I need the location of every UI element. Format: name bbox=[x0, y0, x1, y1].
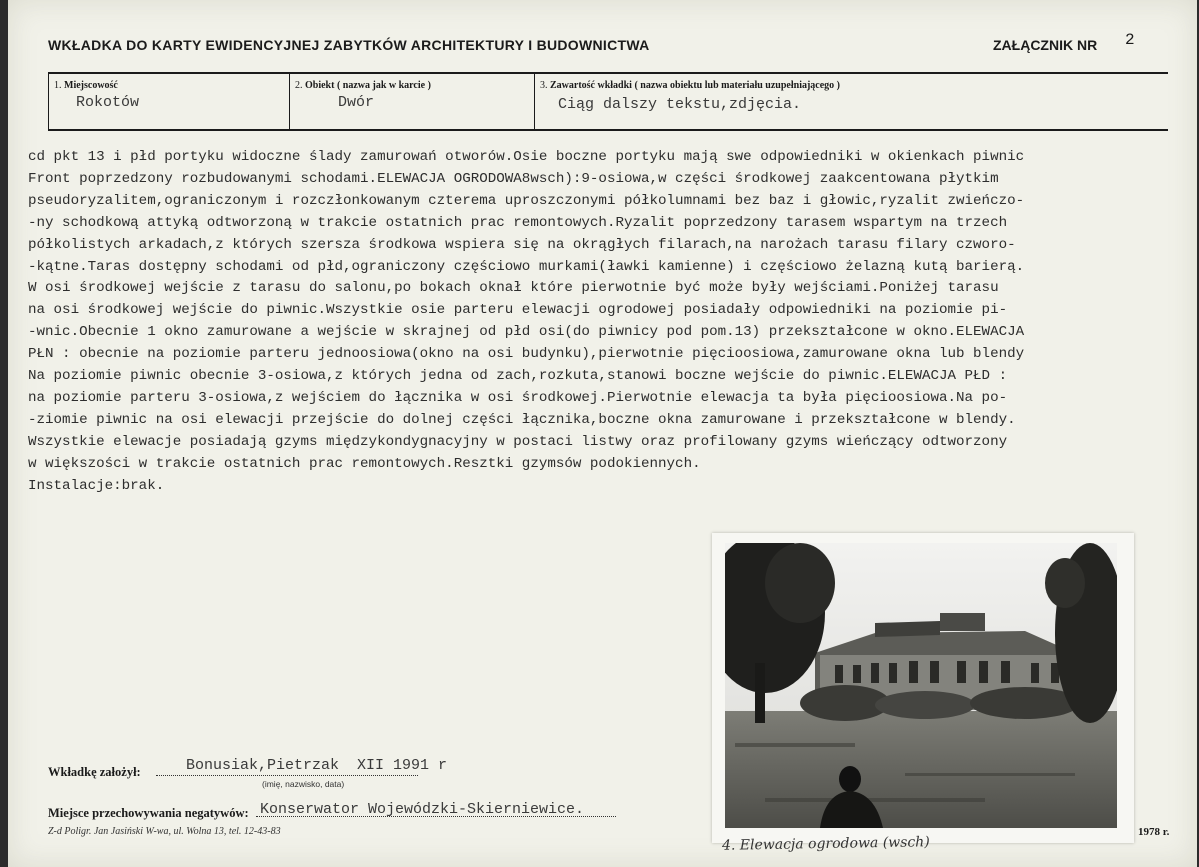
table-top-rule bbox=[48, 72, 1168, 74]
field-locality-value: Rokotów bbox=[76, 94, 140, 111]
text-line: na poziomie parteru 3-osiowa,z wejściem do łącznika w osi środkowej.Pierwotnie elewacja ta była pięcioosiowa.Na po- bbox=[28, 389, 1008, 406]
text-line: -wnic.Obecnie 1 okno zamurowane a wejście w skrajnej od płd osi(do piwnicy pod pom.13) przekształcone w okno.ELEWACJA bbox=[28, 324, 1025, 341]
negatives-value: Konserwator Wojewódzki-Skierniewice. bbox=[260, 801, 585, 818]
author-label: Wkładkę założył: bbox=[48, 765, 141, 779]
text-line: w większości w trakcie ostatnich prac remontowych.Resztki gzymsów podokiennych. bbox=[28, 455, 701, 472]
field-contents-value: Ciąg dalszy tekstu,zdjęcia. bbox=[558, 96, 802, 113]
text-line: -ny schodkową attyką odtworzoną w trakcie ostatnich prac remontowych.Ryzalit poprzedzony tarasem wspartym na trzech bbox=[28, 214, 1008, 231]
field-contents-label: 3. Zawartość wkładki ( nazwa obiektu lub materiału uzupełniającego ) bbox=[540, 80, 841, 91]
manor-photograph bbox=[725, 543, 1117, 828]
text-line: PŁN : obecnie na poziomie parteru jednoosiowa(okno na osi budynku),pierwotnie pięcioosiowa,zamurowane okna lub blendy bbox=[28, 346, 1025, 363]
author-dotted-line bbox=[156, 775, 418, 776]
author-value: Bonusiak,Pietrzak XII 1991 r bbox=[186, 757, 448, 774]
annex-label-text: ZAŁĄCZNIK NR bbox=[993, 37, 1098, 53]
column-divider-2 bbox=[534, 73, 535, 130]
annex-number: 2 bbox=[1125, 31, 1135, 49]
field-object-value: Dwór bbox=[338, 94, 375, 111]
text-line: Front poprzedzony rozbudowanymi schodami.ELEWACJA OGRODOWA8wsch):9-osiowa,w części środkowej zaakcentowana płytkim bbox=[28, 170, 999, 187]
text-line: półkolistych arkadach,z których szersza środkowa wspiera się na okrągłych filarach,na narożach tarasu filary czworo- bbox=[28, 236, 1016, 253]
print-year: 1978 r. bbox=[1138, 826, 1170, 838]
description-text bbox=[28, 147, 1199, 498]
text-line: pseudoryzalitem,ograniczonym i rozczłonkowanym czterema uproszczonymi półkolumnami bez baz i głowic,ryzalit zwieńczo- bbox=[28, 192, 1025, 209]
form-title: WKŁADKA DO KARTY EWIDENCYJNEJ ZABYTKÓW ARCHITEKTURY I BUDOWNICTWA bbox=[48, 37, 650, 53]
printer-imprint: Z-d Poligr. Jan Jasiński W-wa, ul. Wolna 13, tel. 12-43-83 bbox=[48, 826, 281, 837]
negatives-label: Miejsce przechowywania negatywów: bbox=[48, 806, 249, 820]
text-line: na osi środkowej wejście do piwnic.Wszystkie osie parteru elewacji ogrodowej posiadały odpowiedniki na poziomie pi- bbox=[28, 302, 1008, 319]
text-line: Wszystkie elewacje posiadają gzyms międzykondygnacyjny w postaci listwy oraz profilowany gzyms wieńczący odtworzony bbox=[28, 433, 1008, 450]
photo-caption: 4. Elewacja ogrodowa (wsch) bbox=[721, 834, 930, 854]
photo-mount bbox=[712, 533, 1134, 843]
text-line: W osi środkowej wejście z tarasu do salonu,po bokach oknał które pierwotnie być może były wejściami.Poniżej tarasu bbox=[28, 280, 999, 297]
text-line: Na poziomie piwnic obecnie 3-osiowa,z których jedna od zach,rozkuta,stanowi boczne wejście do piwnic.ELEWACJA PŁD : bbox=[28, 368, 1008, 385]
field-locality-label: 1. Miejscowość bbox=[54, 80, 118, 91]
annex-label bbox=[993, 31, 1135, 53]
text-line: cd pkt 13 i płd portyku widoczne ślady zamurowań otworów.Osie boczne portyku mają swe odpowiedniki w okienkach piwnic bbox=[28, 149, 1025, 165]
text-line: -ziomie piwnic na osi elewacji przejście do dolnej części łącznika,boczne okna zamurowane i przekształcone w blendy. bbox=[28, 411, 1016, 428]
column-divider-1 bbox=[289, 73, 290, 130]
table-bottom-rule bbox=[48, 129, 1168, 131]
author-hint: (imię, nazwisko, data) bbox=[262, 779, 345, 789]
text-line: -kątne.Taras dostępny schodami od płd,ograniczony częściowo murkami(ławki kamienne) i częściowo żelazną kutą barierą. bbox=[28, 258, 1025, 275]
table-left-border bbox=[48, 73, 49, 130]
field-object-label: 2. Obiekt ( nazwa jak w karcie ) bbox=[295, 80, 431, 91]
text-line: Instalacje:brak. bbox=[28, 477, 165, 494]
photo-image bbox=[725, 543, 1117, 828]
